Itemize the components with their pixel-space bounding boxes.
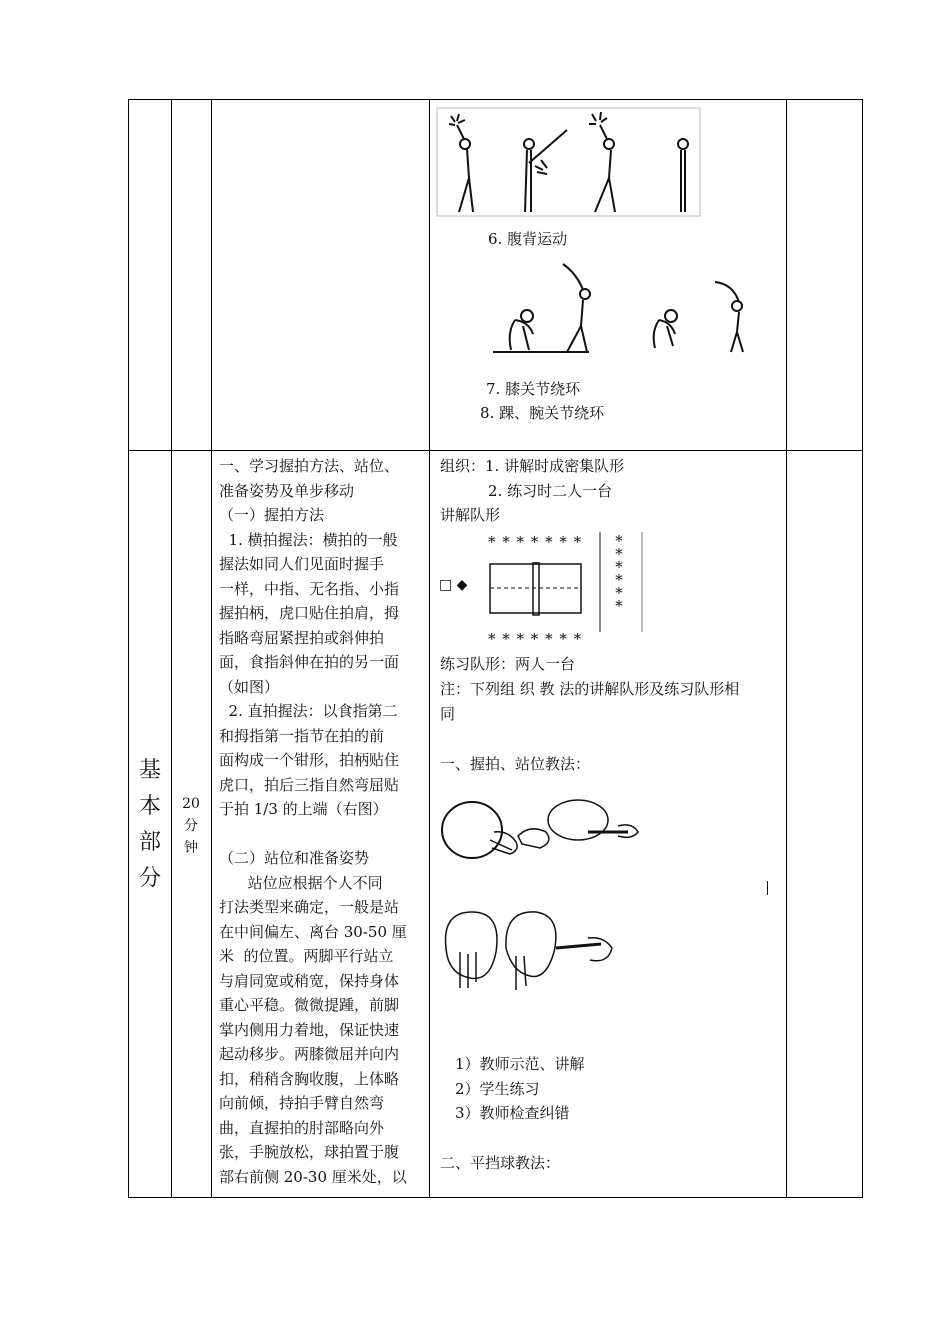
table-diagram (489, 563, 584, 615)
step-2: 2）学生练习 (455, 1080, 540, 1098)
content-line: 指略弯屈紧捏拍或斜伸拍 (219, 628, 385, 647)
section-char: 基 (138, 758, 161, 783)
figure-reach (563, 264, 590, 352)
content-line: 和拇指第一指节在拍的前 (219, 726, 385, 745)
formation-note-line-2: 同 (440, 705, 456, 723)
student-mark: * (615, 545, 623, 563)
step-3: 3）教师检查纠错 (455, 1104, 570, 1122)
shakehand-grip-illustration (438, 798, 648, 873)
content-line: （如图） (219, 677, 280, 696)
abdominal-back-exercise-figures (493, 260, 758, 355)
org-line-3: 讲解队形 (440, 506, 501, 524)
duration-line: 20 (182, 796, 200, 812)
duration (171, 793, 211, 859)
method-2-title: 二、平挡球教法： (440, 1154, 561, 1172)
figure-3 (589, 112, 615, 212)
content-line: 曲，直握拍的肘部略向外 (219, 1118, 385, 1137)
content-line: （一）握拍方法 (219, 506, 325, 524)
column-divider (429, 100, 430, 1197)
exercise-8-label: 8. 踝、腕关节绕环 (480, 404, 605, 422)
content-line: 握法如同人们见面时握手 (219, 555, 385, 573)
content-line: 1. 横拍握法：横拍的一般 (219, 530, 398, 549)
figure-bend (510, 310, 533, 350)
content-line: 掌内侧用力着地，保证快速 (219, 1020, 400, 1039)
column-divider (786, 100, 787, 1197)
student-mark: * (615, 597, 623, 615)
figure-bend-2 (654, 310, 677, 348)
content-line: 准备姿势及单步移动 (219, 481, 355, 500)
column-divider (211, 100, 212, 1197)
content-line: 虎口，拍后三指自然弯屈贴 (219, 775, 400, 794)
content-line (219, 822, 407, 847)
content-line: 米 的位置。两脚平行站立 (219, 947, 394, 965)
practice-formation: 练习队形：两人一台 (440, 655, 576, 673)
row-divider (129, 450, 862, 451)
section-name (130, 753, 170, 897)
section-char: 部 (138, 830, 161, 855)
section-char: 本 (138, 794, 161, 819)
content-line: 扣，稍稍含胸收腹，上体略 (219, 1069, 400, 1088)
stretch-exercise-figures (437, 108, 702, 218)
student-row-top: * * * * * * * (488, 533, 583, 551)
figure-reach-2 (715, 282, 743, 352)
content-line: 握拍柄，虎口贴住拍肩，拇 (219, 604, 400, 622)
step-1: 1）教师示范、讲解 (455, 1055, 585, 1073)
org-line-2: 2. 练习时二人一台 (488, 482, 613, 500)
content-line: 重心平稳。微微提踵，前脚 (219, 996, 400, 1014)
content-line: 与肩同宽或稍宽，保持身体 (219, 971, 400, 990)
content-line: 一样，中指、无名指、小指 (219, 579, 400, 598)
teaching-content (219, 454, 407, 1189)
duration-line: 分 (184, 818, 198, 834)
column-divider (171, 100, 172, 1197)
content-line: 张，手腕放松，球拍置于腹 (219, 1143, 400, 1161)
content-line: 一、学习握拍方法、站位、 (219, 457, 400, 475)
figure-2 (524, 130, 567, 212)
student-mark: * (615, 571, 623, 589)
content-line: 2. 直拍握法：以食指第二 (219, 702, 398, 720)
student-mark: * (615, 584, 623, 602)
duration-line: 钟 (184, 840, 198, 856)
student-mark: * (615, 558, 623, 576)
content-line: 打法类型来确定，一般是站 (219, 898, 400, 916)
content-line: 在中间偏左、离台 30-50 厘 (219, 922, 407, 941)
penhold-grip-illustration (436, 908, 621, 1000)
text-cursor (767, 881, 768, 895)
content-line: 起动移步。两膝微屈并向内 (219, 1045, 400, 1063)
figure-4 (678, 139, 688, 212)
content-line: 部右前侧 20-30 厘米处，以 (219, 1167, 407, 1186)
content-line: 面，食指斜伸在拍的另一面 (219, 653, 400, 671)
section-char: 分 (138, 866, 161, 891)
teacher-position-marks: □ ◆ (439, 577, 468, 593)
figure-1 (449, 114, 473, 212)
formation-note-line-1: 注：下列组 织 教 法的讲解队形及练习队形相 (440, 680, 740, 698)
student-mark: * (615, 532, 623, 550)
content-line: 面构成一个钳形，拍柄贴住 (219, 751, 400, 769)
content-line: （二）站位和准备姿势 (219, 849, 370, 867)
student-column-bracket (598, 532, 644, 634)
org-line-1: 组织：1. 讲解时成密集队形 (440, 457, 625, 475)
content-line: 向前倾，持拍手臂自然弯 (219, 1094, 385, 1112)
content-line: 站位应根据个人不同 (219, 873, 383, 892)
exercise-7-label: 7. 膝关节绕环 (486, 380, 581, 398)
content-line: 于拍 1/3 的上端（右图） (219, 800, 388, 818)
exercise-6-label: 6. 腹背运动 (488, 230, 568, 248)
method-1-title: 一、握拍、站位教法： (440, 755, 591, 773)
student-row-bottom: * * * * * * * (488, 630, 583, 648)
